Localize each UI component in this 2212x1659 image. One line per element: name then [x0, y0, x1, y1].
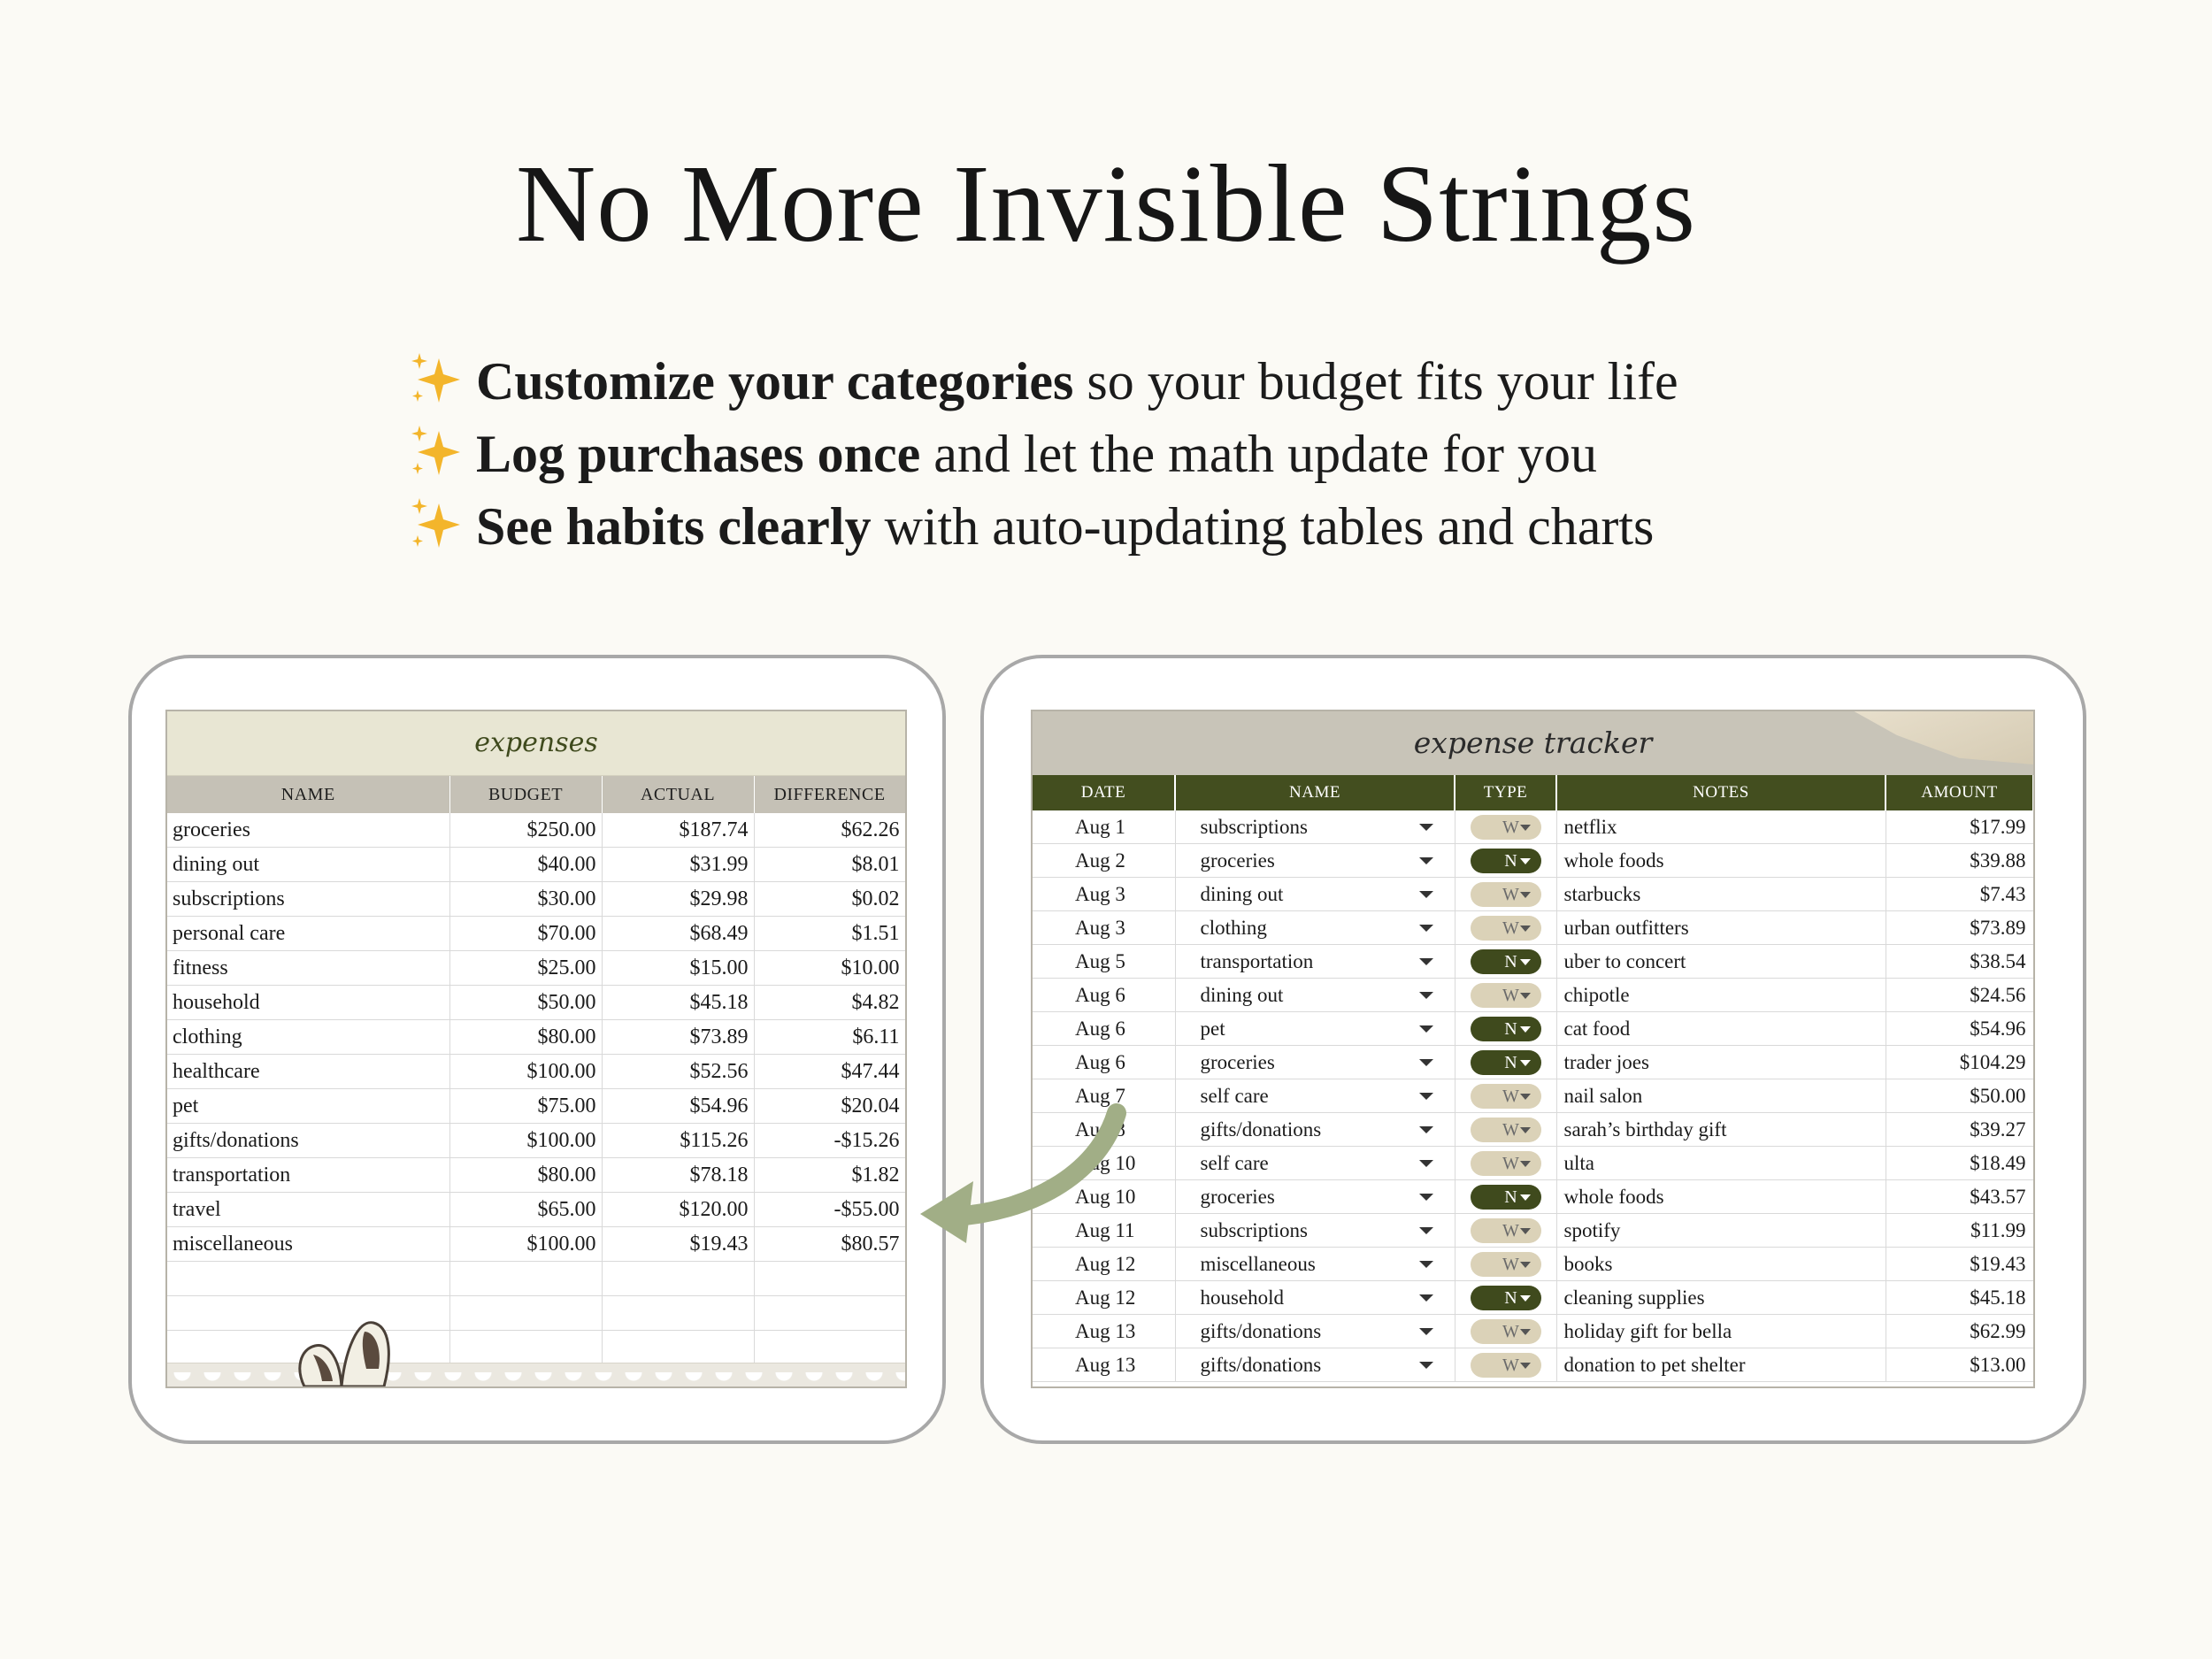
type-value: W — [1502, 1153, 1519, 1173]
category-value: groceries — [1200, 849, 1275, 872]
feature-text: so your budget fits your life — [1073, 352, 1678, 411]
date-cell[interactable]: Aug 6 — [1033, 979, 1175, 1012]
category-name-cell[interactable]: transportation — [167, 1158, 449, 1193]
amount-cell[interactable]: $45.18 — [1886, 1281, 2033, 1315]
notes-cell[interactable]: books — [1556, 1248, 1886, 1281]
category-value: clothing — [1200, 916, 1267, 939]
amount-cell[interactable]: $43.57 — [1886, 1180, 2033, 1214]
type-value: N — [1504, 1287, 1517, 1308]
notes-cell[interactable]: holiday gift for bella — [1556, 1315, 1886, 1348]
type-value: N — [1504, 951, 1517, 972]
budget-cell[interactable]: $25.00 — [449, 951, 602, 986]
category-name-cell[interactable]: personal care — [167, 917, 449, 951]
amount-cell[interactable]: $18.49 — [1886, 1147, 2033, 1180]
amount-cell[interactable]: $62.99 — [1886, 1315, 2033, 1348]
category-name-cell[interactable]: pet — [167, 1089, 449, 1124]
notes-cell[interactable]: whole foods — [1556, 1180, 1886, 1214]
date-cell[interactable]: Aug 10 — [1033, 1180, 1175, 1214]
date-cell[interactable]: Aug 3 — [1033, 911, 1175, 945]
category-name-cell[interactable]: fitness — [167, 951, 449, 986]
difference-cell[interactable]: $80.57 — [754, 1227, 905, 1262]
category-value: subscriptions — [1200, 815, 1308, 838]
column-header-amount[interactable]: AMOUNT — [1886, 775, 2033, 810]
type-value: N — [1504, 850, 1517, 871]
category-value: gifts/donations — [1200, 1353, 1322, 1376]
date-cell[interactable]: Aug 2 — [1033, 844, 1175, 878]
actual-cell[interactable]: $52.56 — [602, 1055, 754, 1089]
expenses-title: expenses — [167, 711, 905, 776]
category-name-cell[interactable]: household — [167, 986, 449, 1020]
actual-cell[interactable]: $19.43 — [602, 1227, 754, 1262]
date-cell[interactable]: Aug 12 — [1033, 1248, 1175, 1281]
date-cell[interactable]: Aug 5 — [1033, 945, 1175, 979]
actual-cell[interactable]: $187.74 — [602, 813, 754, 848]
budget-cell[interactable]: $75.00 — [449, 1089, 602, 1124]
category-value: dining out — [1200, 983, 1284, 1006]
date-cell[interactable]: Aug 1 — [1033, 810, 1175, 844]
category-value: groceries — [1200, 1050, 1275, 1073]
notes-cell[interactable]: cleaning supplies — [1556, 1281, 1886, 1315]
budget-cell[interactable]: $250.00 — [449, 813, 602, 848]
notes-cell[interactable]: chipotle — [1556, 979, 1886, 1012]
headline: No More Invisible Strings — [516, 143, 1696, 265]
category-value: self care — [1200, 1151, 1269, 1174]
actual-cell[interactable]: $73.89 — [602, 1020, 754, 1055]
type-value: W — [1502, 918, 1519, 938]
category-name-cell[interactable]: healthcare — [167, 1055, 449, 1089]
type-value: W — [1502, 817, 1519, 837]
category-value: pet — [1200, 1017, 1225, 1040]
category-value: miscellaneous — [1200, 1252, 1316, 1275]
date-cell[interactable]: Aug 10 — [1033, 1147, 1175, 1180]
budget-cell[interactable]: $65.00 — [449, 1193, 602, 1227]
date-cell[interactable]: Aug 11 — [1033, 1214, 1175, 1248]
budget-cell[interactable]: $80.00 — [449, 1158, 602, 1193]
notes-cell[interactable]: netflix — [1556, 810, 1886, 844]
actual-cell[interactable]: $68.49 — [602, 917, 754, 951]
budget-cell[interactable]: $100.00 — [449, 1227, 602, 1262]
type-value: W — [1502, 884, 1519, 904]
date-cell[interactable]: Aug 3 — [1033, 878, 1175, 911]
category-name-cell[interactable]: miscellaneous — [167, 1227, 449, 1262]
category-name-cell[interactable]: gifts/donations — [167, 1124, 449, 1158]
category-value: transportation — [1200, 949, 1314, 972]
type-value: W — [1502, 1254, 1519, 1274]
notes-cell[interactable]: nail salon — [1556, 1079, 1886, 1113]
amount-cell[interactable]: $17.99 — [1886, 810, 2033, 844]
difference-cell[interactable]: $47.44 — [754, 1055, 905, 1089]
notes-cell[interactable]: urban outfitters — [1556, 911, 1886, 945]
category-name-cell[interactable]: travel — [167, 1193, 449, 1227]
budget-cell[interactable]: $100.00 — [449, 1124, 602, 1158]
difference-cell[interactable]: $10.00 — [754, 951, 905, 986]
budget-cell[interactable]: $70.00 — [449, 917, 602, 951]
feature-bold: Customize your categories — [476, 352, 1074, 411]
type-value: N — [1504, 1052, 1517, 1072]
actual-cell[interactable]: $31.99 — [602, 848, 754, 882]
amount-cell[interactable]: $54.96 — [1886, 1012, 2033, 1046]
difference-cell[interactable]: $4.82 — [754, 986, 905, 1020]
amount-cell[interactable]: $104.29 — [1886, 1046, 2033, 1079]
category-name-cell[interactable]: clothing — [167, 1020, 449, 1055]
date-cell[interactable]: Aug 8 — [1033, 1113, 1175, 1147]
column-header-difference[interactable]: DIFFERENCE — [754, 776, 905, 813]
column-header-budget[interactable]: BUDGET — [449, 776, 602, 813]
feature-text: with auto-updating tables and charts — [871, 497, 1655, 556]
category-value: self care — [1200, 1084, 1269, 1107]
type-value: N — [1504, 1018, 1517, 1039]
notes-cell[interactable]: spotify — [1556, 1214, 1886, 1248]
actual-cell[interactable]: $15.00 — [602, 951, 754, 986]
difference-cell[interactable]: -$15.26 — [754, 1124, 905, 1158]
notes-cell[interactable]: trader joes — [1556, 1046, 1886, 1079]
type-value: W — [1502, 1220, 1519, 1240]
notes-cell[interactable]: donation to pet shelter — [1556, 1348, 1886, 1382]
notes-cell[interactable]: whole foods — [1556, 844, 1886, 878]
category-value: dining out — [1200, 882, 1284, 905]
actual-cell[interactable]: $54.96 — [602, 1089, 754, 1124]
difference-cell[interactable]: $6.11 — [754, 1020, 905, 1055]
date-cell[interactable]: Aug 6 — [1033, 1012, 1175, 1046]
category-name-cell[interactable]: subscriptions — [167, 882, 449, 917]
notes-cell[interactable]: ulta — [1556, 1147, 1886, 1180]
amount-cell[interactable]: $38.54 — [1886, 945, 2033, 979]
feature-bold: See habits clearly — [476, 497, 872, 556]
category-name-cell[interactable]: groceries — [167, 813, 449, 848]
category-value: subscriptions — [1200, 1218, 1308, 1241]
budget-cell[interactable]: $100.00 — [449, 1055, 602, 1089]
difference-cell[interactable]: $20.04 — [754, 1089, 905, 1124]
column-header-notes[interactable]: NOTES — [1556, 775, 1886, 810]
difference-cell[interactable]: $0.02 — [754, 882, 905, 917]
type-value: W — [1502, 1119, 1519, 1140]
type-value: W — [1502, 1321, 1519, 1341]
column-header-actual[interactable]: ACTUAL — [602, 776, 754, 813]
column-header-name[interactable]: NAME — [167, 776, 449, 813]
date-cell[interactable]: Aug 7 — [1033, 1079, 1175, 1113]
difference-cell[interactable]: $1.82 — [754, 1158, 905, 1193]
type-value: W — [1502, 1086, 1519, 1106]
type-value: W — [1502, 1355, 1519, 1375]
column-header-name[interactable]: NAME — [1175, 775, 1455, 810]
category-value: gifts/donations — [1200, 1118, 1322, 1141]
date-cell[interactable]: Aug 6 — [1033, 1046, 1175, 1079]
amount-cell[interactable]: $73.89 — [1886, 911, 2033, 945]
date-cell[interactable]: Aug 12 — [1033, 1281, 1175, 1315]
category-value: gifts/donations — [1200, 1319, 1322, 1342]
amount-cell[interactable]: $24.56 — [1886, 979, 2033, 1012]
actual-cell[interactable]: $29.98 — [602, 882, 754, 917]
amount-cell[interactable]: $7.43 — [1886, 878, 2033, 911]
amount-cell[interactable]: $19.43 — [1886, 1248, 2033, 1281]
category-value: groceries — [1200, 1185, 1275, 1208]
date-cell[interactable]: Aug 13 — [1033, 1348, 1175, 1382]
amount-cell[interactable]: $39.27 — [1886, 1113, 2033, 1147]
category-value: household — [1200, 1286, 1285, 1309]
tracker-title: expense tracker — [1413, 726, 1653, 760]
actual-cell[interactable]: $115.26 — [602, 1124, 754, 1158]
difference-cell[interactable]: $8.01 — [754, 848, 905, 882]
type-value: N — [1504, 1187, 1517, 1207]
notes-cell[interactable]: starbucks — [1556, 878, 1886, 911]
category-name-cell[interactable]: dining out — [167, 848, 449, 882]
notes-cell[interactable]: sarah’s birthday gift — [1556, 1113, 1886, 1147]
actual-cell[interactable]: $120.00 — [602, 1193, 754, 1227]
difference-cell[interactable]: -$55.00 — [754, 1193, 905, 1227]
feature-bold: Log purchases once — [476, 425, 921, 483]
amount-cell[interactable]: $50.00 — [1886, 1079, 2033, 1113]
notes-cell[interactable]: cat food — [1556, 1012, 1886, 1046]
actual-cell[interactable]: $78.18 — [602, 1158, 754, 1193]
difference-cell[interactable]: $1.51 — [754, 917, 905, 951]
budget-cell[interactable]: $80.00 — [449, 1020, 602, 1055]
budget-cell[interactable]: $30.00 — [449, 882, 602, 917]
amount-cell[interactable]: $39.88 — [1886, 844, 2033, 878]
notes-cell[interactable]: uber to concert — [1556, 945, 1886, 979]
budget-cell[interactable]: $50.00 — [449, 986, 602, 1020]
difference-cell[interactable]: $62.26 — [754, 813, 905, 848]
budget-cell[interactable]: $40.00 — [449, 848, 602, 882]
column-header-date[interactable]: DATE — [1033, 775, 1175, 810]
date-cell[interactable]: Aug 13 — [1033, 1315, 1175, 1348]
actual-cell[interactable]: $45.18 — [602, 986, 754, 1020]
feature-text: and let the math update for you — [920, 425, 1598, 483]
amount-cell[interactable]: $11.99 — [1886, 1214, 2033, 1248]
column-header-type[interactable]: TYPE — [1455, 775, 1556, 810]
amount-cell[interactable]: $13.00 — [1886, 1348, 2033, 1382]
type-value: W — [1502, 985, 1519, 1005]
